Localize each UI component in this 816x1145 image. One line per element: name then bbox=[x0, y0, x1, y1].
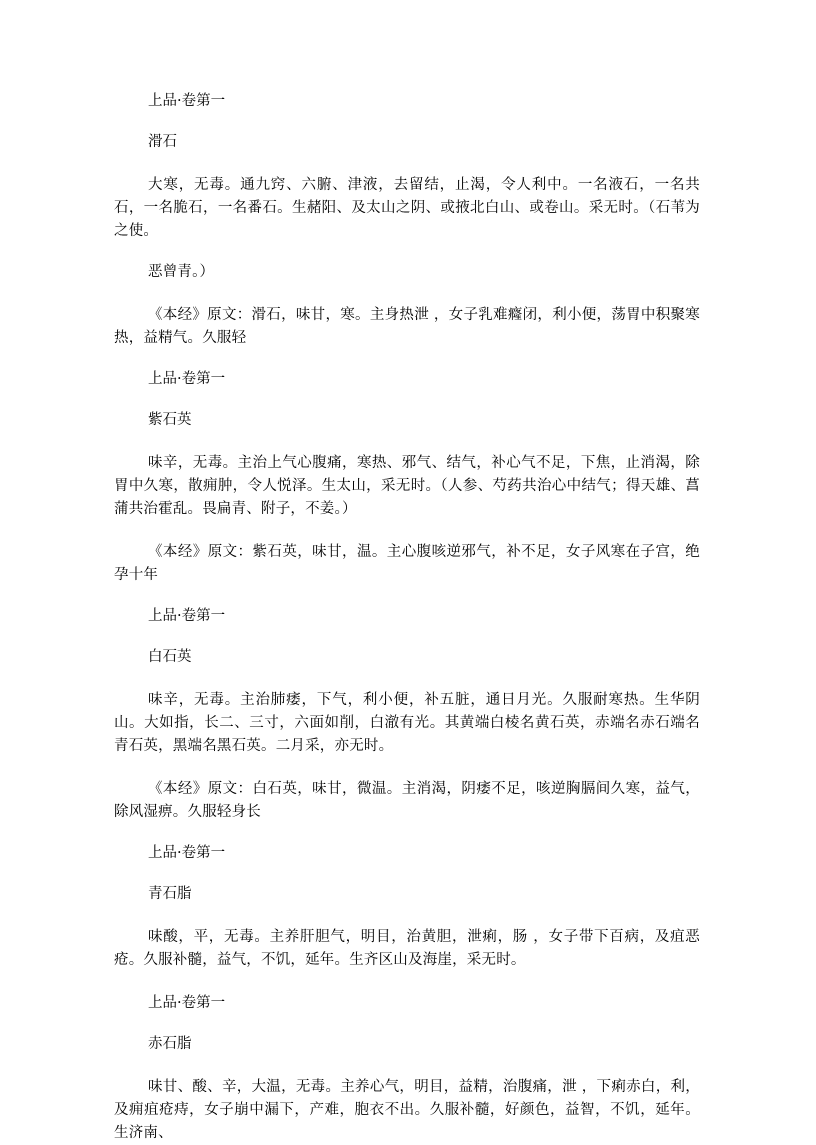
entry-body: 味酸，平，无毒。主养肝胆气，明目，治黄胆，泄痢，肠 ，女子带下百病，及疽恶疮。久服补髓，益气，不饥，延年。生齐区山及海崖，采无时。 bbox=[114, 929, 700, 968]
original-text: 《本经》原文：紫石英，味甘，温。主心腹咳逆邪气，补不足，女子风寒在子宫，绝孕十年 bbox=[114, 544, 700, 583]
original-text: 《本经》原文：滑石，味甘，寒。主身热泄 ，女子乳难癃闭，利小便，荡胃中积聚寒热，益精气。久服轻 bbox=[114, 307, 700, 346]
entry-body: 味辛，无毒。主治肺痿，下气，利小便，补五脏，通日月光。久服耐寒热。生华阴山。大如指，长二、三寸，六面如削，白澈有光。其黄端白棱名黄石英，赤端名赤石端名青石英，黑端名黑石英。二月采，亦无时。 bbox=[114, 692, 700, 754]
entry-body: 大寒，无毒。通九窍、六腑、津液，去留结，止渴，令人利中。一名液石，一名共石，一名脆石，一名番石。生赭阳、及太山之阴、或掖北白山、或卷山。采无时。（石苇为之使。 bbox=[114, 177, 700, 239]
entry-title: 紫石英 bbox=[148, 412, 192, 428]
entry-body: 味辛，无毒。主治上气心腹痛，寒热、邪气、结气，补心气不足，下焦，止消渴，除胃中久寒，散痈肿，令人悦泽。生太山，采无时。（人参、芍药共治心中结气；得天雄、菖蒲共治霍乱。畏扁青、附子，不姜。） bbox=[114, 455, 700, 517]
section-header: 上品·卷第一 bbox=[148, 608, 226, 624]
section-header: 上品·卷第一 bbox=[148, 995, 226, 1011]
entry-body: 味甘、酸、辛，大温，无毒。主养心气，明目，益精，治腹痛，泄 ，下痢赤白，利，及痈疽疮痔，女子崩中漏下，产难，胞衣不出。久服补髓，好颜色，益智，不饥，延年。生济南、 bbox=[114, 1079, 700, 1141]
section-header: 上品·卷第一 bbox=[148, 93, 226, 109]
entry-title: 白石英 bbox=[148, 649, 192, 665]
document-page bbox=[114, 90, 700, 1145]
entry-title: 青石脂 bbox=[148, 886, 192, 902]
entry-title: 赤石脂 bbox=[148, 1036, 192, 1052]
original-text: 《本经》原文：白石英，味甘，微温。主消渴，阴痿不足，咳逆胸膈间久寒，益气，除风湿痹。久服轻身长 bbox=[114, 781, 700, 820]
section-header: 上品·卷第一 bbox=[148, 371, 226, 387]
entry-body-continued: 恶曾青。） bbox=[148, 264, 215, 280]
entry-title: 滑石 bbox=[148, 134, 177, 150]
section-header: 上品·卷第一 bbox=[148, 845, 226, 861]
